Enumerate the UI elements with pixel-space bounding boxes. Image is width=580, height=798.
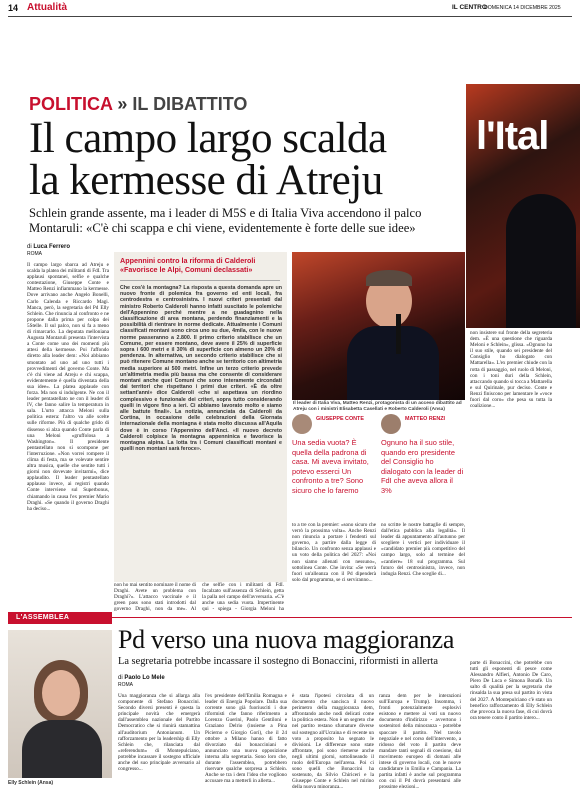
article-col-2: non ho mai sentito nominare il nome di Draghi. Avete un problema con Draghi?». L'attacco vaccinale e il green pass sono stati introdotti dal governo Draghi, non da me». Al: [114, 582, 196, 612]
subhead: Schlein grande assente, ma i leader di M5S e di Italia Viva accendono il palco Montaruli: «C'è chi scappa e chi viene, evidentemente è forte delle sue idee»: [29, 206, 422, 235]
quote-renzi-name: MATTEO RENZI: [405, 416, 446, 422]
newspaper-name: IL CENTRO: [452, 4, 487, 11]
kicker-arrows: »: [117, 94, 128, 114]
renzi-photo-caption: Il leader di Italia Viva, Matteo Renzi, protagonista di un acceso dibattito ad Atreju con i ministri Elisabetta Casellati e Roberto Calderoli (Ansa): [293, 401, 462, 412]
second-byline-place: ROMA: [118, 682, 133, 688]
renzi-photo: [292, 252, 465, 400]
header-divider: [8, 16, 572, 17]
renzi-body: [347, 326, 439, 400]
second-byline: [118, 675, 165, 689]
box-article: [114, 252, 287, 582]
article-col-1: Il campo largo sbarca ad Atreju e scalda la platea dei militanti di FdI. Tra applausi spontanei, selfie e qualche contestazione, Giuseppe Conte e Matteo Renzi infiammano la kermesse. Dove arrivano anche Angelo Bonelli, Carlo Calenda e Riccardo Magi. Manca, però, la segretaria del Pd Elly Schlein. Che rinuncia al confronto e ne propone dalla prima per colpa dei 5Stelle. Il sul palco, non si fa a meno di rimarcarlo. La deputata melloniana Augusta Montaruli presenta l'intervista a Conte come uno dei momenti più attesi della kermesse. Poi l'affondo diretto alla leader dem: «Noi abbiamo smontato ad uno ad uno tutti i provvedimenti del governo Conte. Ma c'è chi viene ad Atreju e chi scappa, evidentemente è quella diventata della sua idee». La platea applaude con forza. Ma non si indulgente. Ne con il leader pentastellato ne con il leader di IV, che fanno salire la temperatura in sala. L'urto attacca Meloni sulla politica estera: l'altro va alle scelte sulle riforme. Più di qualche grido di dissenso si alza quando Conte parla di una Meloni «gruffolosa a Washington». Il presidente pentastellato non si scompone per l'interruzione. «Non vorrei rompere il clima di festa, ma se volevate sentire altra musica, quelle che sentite tutti i giorni non dovevate invitarmi», dice applaudito. Il leader pentastellato applauso invece, ai registri quando Conte interviene sul Superbonus, chiamando in causa l'ex premier Mario Draghi. «Se quando il governo Draghi ha deciso...: [27, 262, 109, 512]
kicker-category: POLITICA: [29, 94, 113, 114]
box-title: Appennini contro la riforma di Calderoli «Favorisce le Alpi, Comuni declassati»: [120, 256, 256, 274]
page-number: 14: [8, 3, 19, 13]
right-photo-figure: [506, 194, 576, 328]
schlein-face: [42, 670, 80, 716]
article-col-6: non insistere sul fronte della segreteria dem. «È una questione che riguarda Meloni e Schlein», glissa. «Ognuno ha il suo stile, quando sei presidente del Consiglio ho dialogato con Mattarella». L'ex premier chiude con la rotta di passaggio, nel ruolo di Meloni, con i toni duri della Schlein, attaccando quando si tocca a Mattarella e sul Quirinale, pur deciso. Conte e Renzi finiscono per lamentare le «voce fuori dal coro» che pesa su tutta la coalizione...: [470, 330, 552, 410]
byline: [27, 244, 70, 258]
second-byline-prefix: di: [118, 675, 123, 681]
conte-avatar: [292, 414, 312, 434]
second-col-4: ranza dem per le interazioni sull'Europa e Trump). Insomma, i fronti potenzialmente esplosivi esistono e mettere ai voti un nuovo documento d'indirizzo - avvertono i sostenitori della minoranza - potrebbe spaccare il partito. Nel tavolo negoziale e nel corso dell'intervento, a ridosso del voto il partito deve mandare tanti segnali di coesione, dal movimento europeo di domani alle intese di governo locali, con le nuove candidature in Emilia e Campania. La partita infatti è anche sul programma con cui il Pd dovrà presentarsi alle prossime elezioni...: [379, 693, 461, 791]
page-header: [0, 0, 580, 16]
schlein-photo: [8, 630, 112, 778]
schlein-photo-caption: Elly Schlein (Ansa): [8, 780, 54, 786]
box-divider: [120, 280, 280, 281]
microphone: [396, 314, 401, 354]
second-col-1: Una maggioranza che si allarga alla componente di Stefano Bonaccini. Secondo diversi presenti è questa la principale novità che emergerà dall'assemblea nazionale del Partito Democratico che si riunirà stamattina all'auditorium Antonianum. Un rafforzamento per la leadership di Elly Schlein che, rilanciata dal «referendum» di Montepulciano, potrebbe incassare il sostegno ufficiale anche del suo principale avversario al congresso...: [118, 693, 200, 773]
issue-date: DOMENICA 14 DICEMBRE 2025: [484, 4, 561, 11]
quote-renzi: [381, 414, 465, 520]
article-col-5: no scritte le nostre battaglie di sempre, dall'etica pubblica alla legalità». Il leader dà appuntamento all'autunno per scegliere i vertici per individuare il «candidato premier più competitivo del campo largo, solo al termine del «cantiere» 18 sul programma. Sul futuro del centrosinistra, invece, non indugia Renzi. Che sceglie di...: [381, 522, 465, 577]
second-col-2: l'ex presidente dell'Emilia Romagna e leader di Energia Popolare. Dalla sua corrente sono già fuoriusciti i due riformisti che fanno riferimento a Lorenzo Guerini, Paolo Gentiloni e Graziano Delrio (insieme a Pina Picierno e Giorgio Gori), che il 24 ottobre a Milano hanno di fatto divorziato dai bonacciniani e annunciato una nuova opposizione interna alla segretaria. Sono loro che, durante l'assemblea, potrebbero riservare qualche sorpresa a Schlein. Anche se tra i dem l'idea che vogliono accusare ma a metterli in allerta...: [205, 693, 287, 785]
renzi-hair: [366, 270, 412, 286]
second-col-5: parte di Bonaccini, che potrebbe con tutti gli esponenti di pesce come Alessandro Alfieri, Antonio De Caro, Piero De Luca e Simona Bonafè. Un salto di qualità per la segretaria che rinsalda la sua presa sul partito in vista del 2027. A Montepulciano c'è stato un benefico rafforzamento di Elly Schlein che provoca la nuova fase, di cui dovrà ora tenere conto il partito intero...: [470, 660, 552, 721]
article-col-4: to a tre con la premier: «sono sicuro che verrò la prossima volta». Anche Renzi non rinuncia a portare i fendenti sul governo, a partire dalla legge di bilancio. Un confronto senza applausi e un voto della politica del 2027: «Noi non siamo allenati con nessuno», sottolinea Conte. Che invita: «Se verrà fuori un'alleanza con il Pd dipenderà solo dal programma, se ci serviranno...: [292, 522, 376, 583]
assemblea-rule: [112, 617, 572, 618]
article-col-3: che selfie con i militanti di FdI. Incalzato sull'assenza di Schlein, getta la palla nel campo dell'avversaria. «C'è anche una sedia vuota. Impertinente qui - spiega - Giorgia Meloni ha: [202, 582, 284, 612]
headline: [29, 115, 469, 204]
schlein-body: [22, 720, 102, 778]
quote-renzi-text: Ognuno ha il suo stile, quando ero presidente del Consiglio ho dialogato con la leader di FdI che aveva allora il 3%: [381, 438, 464, 495]
box-body: Che cos'è la montagna? La risposta a questa domanda apre un nuovo fronte di polemica fra governo ed enti locali, fra centrodestra e centrosinistra. I nuovi criteri presentati dal ministro Roberto Calderoli hanno infatti suscitato le polemiche dell'Appennino perché mentre a ne guadagnino nella classificazione di area montana, perdendo finanziamenti e la possibilità di rientrare in norme dedicate. Attualmente i Comuni classificati montani sono circa uno su due, 4mila, con le nuove norme passeranno a 2.800. Il primo criterio stabilisce che un Comune, per essere montano, deve avere il 25% di superficie sopra i 600 metri e il 30% di superficie con almeno un 20% di pendenza. In alternativa, un secondo criterio stabilisce che si può ritenere Comune montano anche se territorio con altimetria media superiore ai 500 metri. Infine un terzo criterio prevede un'altimetria media più bassa ma che consente di considerare montani anche quei Comuni che sono interamente circondati dai territori che rispettano i primi due criteri. «È da oltre settant'anni» dice Calderoli «che si aspettava un riordino complessivo e funzionale dei criteri, sopra tutto considerando quelli in vigore fino a ieri. Ci abbiamo lavorato molto e siamo alle battute finali». La notizia, annunciata da Calderoli da Cortina, in occasione delle celebrazioni della Giornata internazionale della montagna è stata molto discussa all'Aquila dove è in corso l'Appennino dell'Anci. «Il nuovo decreto Calderoli colpisce la montagna appenninica e favorisce la montagna alpina. La lotta tra i Comuni classificati montani e quelli non montani sarà feroce».: [120, 285, 282, 453]
byline-prefix: di: [27, 244, 32, 250]
second-byline-author: Paolo Lo Mele: [124, 675, 165, 681]
assemblea-label: [8, 612, 112, 624]
byline-author: Luca Ferrero: [33, 244, 71, 250]
right-photo: [466, 84, 580, 328]
kicker: [29, 94, 247, 115]
quote-conte-text: Una sedia vuota? È quella della padrona di casa. Mi aveva invitato, potevo esserci Un confronto a tre? Sono sicuro che lo faremo: [292, 438, 369, 495]
headline-line1: Il campo largo scalda: [29, 115, 387, 162]
headline-line2: la kermesse di Atreju: [29, 157, 383, 204]
quote-conte: [292, 414, 376, 520]
second-headline: Pd verso una nuova maggioranza: [118, 625, 455, 654]
kicker-topic: IL DIBATTITO: [132, 94, 248, 114]
assemblea-label-text: L'ASSEMBLEA: [16, 614, 70, 621]
right-photo-backdrop-text: l'Ital: [476, 114, 549, 158]
section-name: Attualità: [27, 2, 67, 13]
byline-place: ROMA: [27, 251, 42, 257]
second-subhead: La segretaria potrebbe incassare il sostegno di Bonaccini, riformisti in allerta: [118, 656, 438, 667]
second-col-3: è stata l'ipotesi circolata di un documento che sancisca il nuovo perimetro della maggioranza dem, affrontando anche nodi delicati come la politica estera. Non è un segreto che nel partito restano sfumature diverse sul sostegno all'Ucraina e di recente un voto a proposito ha segnato le divisioni. Le differenze sono state affrontate, poi sono riemerse anche negli ultimi giorni, sottolineando il ruolo dell'Europa nell'arena. Poi ci sono quelli che Bonaccini ha sostenuto, da Silvio Chiriceri e la Giuseppe Conte e Schlein nel mirino della nuova minoranza...: [292, 693, 374, 791]
renzi-avatar: [381, 414, 401, 434]
quote-conte-name: GIUSEPPE CONTE: [316, 416, 364, 422]
